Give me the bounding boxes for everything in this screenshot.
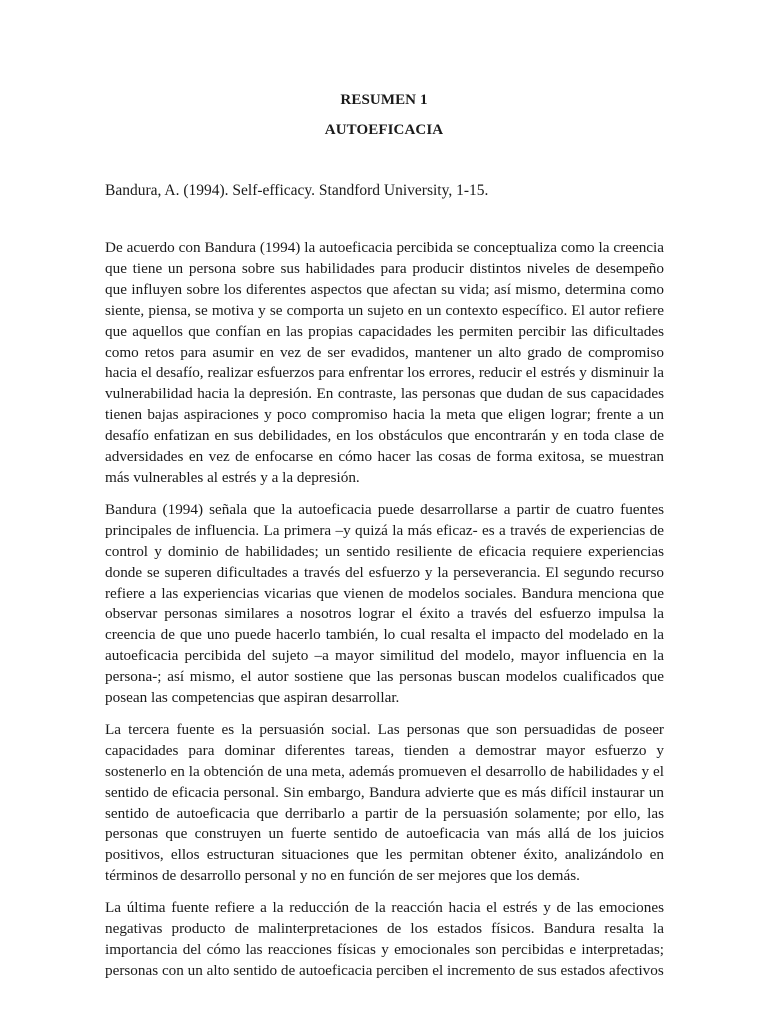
paragraph-4: La última fuente refiere a la reducción de la reacción hacia el estrés y de las emociones negativas producto de malinterpretaciones de los estados físicos. Bandura resalta la importancia del cómo las reacciones físicas y emocionales son percibidas e interpretadas; personas con un alto sentido de autoeficacia perciben el incremento de sus estados afectivos: [105, 899, 664, 979]
document-title: RESUMEN 1: [340, 92, 428, 108]
paragraph-1: De acuerdo con Bandura (1994) la autoeficacia percibida se conceptualiza como la creencia que tiene un persona sobre sus habilidades para producir distintos niveles de desempeño que influyen sobre los diferentes aspectos que afectan su vida; así mismo, determina como siente, piensa, se motiva y se comporta un sujeto en un contexto específico. El autor refiere que aquellos que confían en las propias capacidades les permiten percibir las dificultades como retos para asumir en vez de ser evadidos, mantener un alto grado de compromiso hacia el desafío, realizar esfuerzos para enfrentar los errores, reducir el estrés y disminuir la vulnerabilidad hacia la depresión. En contraste, las personas que dudan de sus capacidades tienen bajas aspiraciones y poco compromiso hacia la meta que eligen lograr; frente a un desafío enfatizan en sus debilidades, en los obstáculos que encontrarán y en toda clase de adversidades en vez de enfocarse en cómo hacer las cosas de forma exitosa, se muestran más vulnerables al estrés y a la depresión.: [105, 239, 664, 486]
document-subtitle: AUTOEFICACIA: [324, 122, 444, 138]
document-body: [105, 238, 664, 993]
paragraph-3: La tercera fuente es la persuasión social. Las personas que son persuadidas de poseer capacidades para dominar diferentes tareas, tienden a demostrar mayor esfuerzo y sostenerlo en la obtención de una meta, además promueven el desarrollo de habilidades y el sentido de eficacia personal. Sin embargo, Bandura advierte que es más difícil instaurar un sentido de autoeficacia que derribarlo a partir de la persuasión solamente; por ello, las personas que construyen un fuerte sentido de autoeficacia van más allá de los juicios positivos, ellos estructuran situaciones que les permitan obtener éxito, analizándolo en términos de desarrollo personal y no en función de ser mejores que los demás.: [105, 720, 664, 885]
paragraph-2: Bandura (1994) señala que la autoeficacia puede desarrollarse a partir de cuatro fuentes principales de influencia. La primera –y quizá la más eficaz- es a través de experiencias de control y dominio de habilidades; un sentido resiliente de eficacia requiere experiencias donde se superen dificultades a través del esfuerzo y la perseverancia. El segundo recurso refiere a las experiencias vicarias que vienen de modelos sociales. Bandura menciona que observar personas similares a nosotros lograr el éxito a través del esfuerzo impulsa la creencia de que uno puede hacerlo también, lo cual resalta el impacto del modelado en la autoeficacia percibida del sujeto –a mayor similitud del modelo, mayor influencia en la persona-; así mismo, el autor sostiene que las personas buscan modelos cualificados que posean las competencias que aspiran desarrollar.: [105, 500, 664, 707]
reference-citation: Bandura, A. (1994). Self-efficacy. Standford University, 1-15.: [105, 182, 489, 199]
